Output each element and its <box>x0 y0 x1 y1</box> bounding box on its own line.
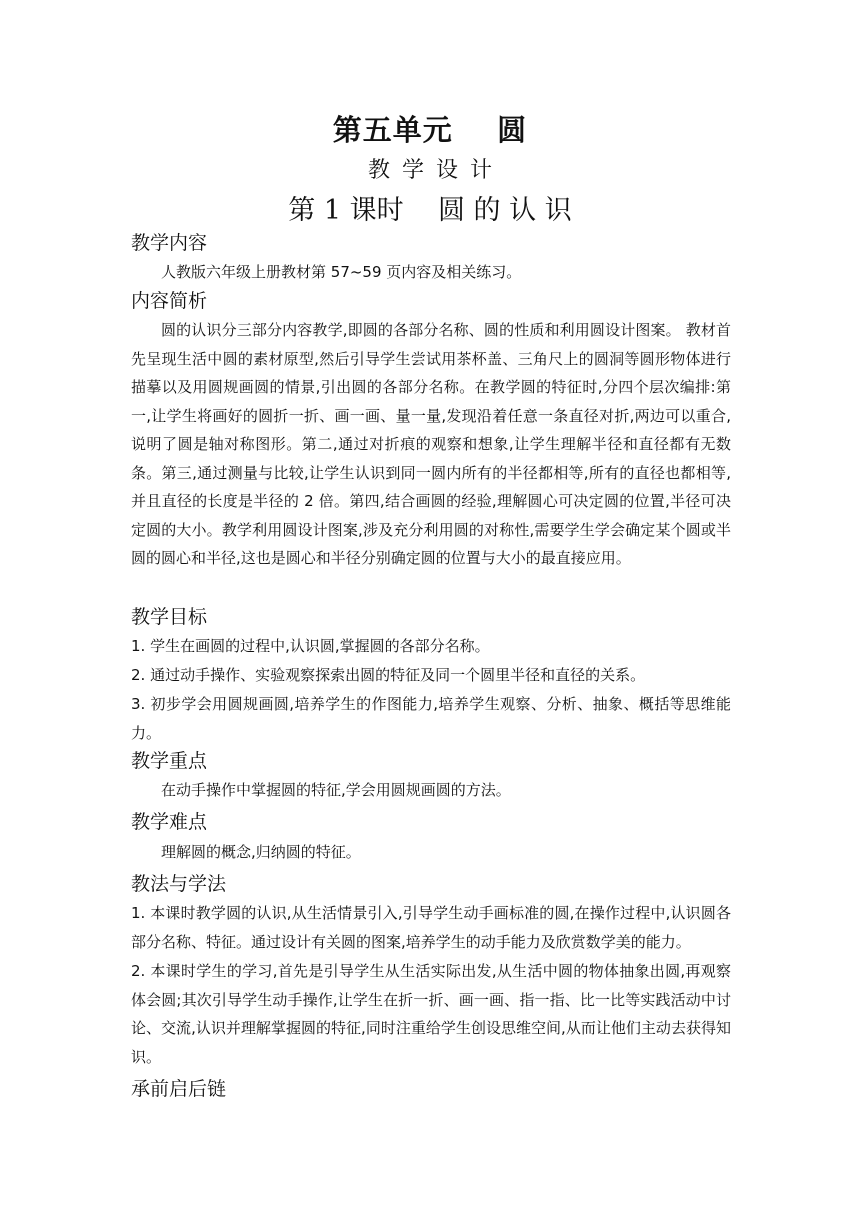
design-label: 教学设计 <box>367 158 504 183</box>
content-analysis-text: 圆的认识分三部分内容教学,即圆的各部分名称、圆的性质和利用圆设计图案。 教材首先呈现生活中圆的素材原型,然后引导学生尝试用茶杯盖、三角尺上的圆洞等圆形物体进行描摹以及用圆规画圆的情景,引出圆的各部分名称。在教学圆的特征时,分四个层次编排:第一,让学生将画好的圆折一折、画一画、量一量,发现沿着任意一条直径对折,两边可以重合,说明了圆是轴对称图形。第二,通过对折痕的观察和想象,让学生理解半径和直径都有无数条。第三,通过测量与比较,让学生认识到同一圆内所有的半径都相等,所有的直径也都相等,并且直径的长度是半径的 2 倍。第四,结合画圆的经验,理解圆心可决定圆的位置,半径可决定圆的大小。教学利用圆设计图案,涉及充分利用圆的对称性,需要学生学会确定某个圆或半圆的圆心和半径,这也是圆心和半径分别确定圆的位置与大小的最直接应用。 <box>131 321 731 567</box>
method-item: 1. 本课时教学圆的认识,从生活情景引入,引导学生动手画标准的圆,在操作过程中,认识圆各部分名称、特征。通过设计有关圆的图案,培养学生的动手能力及欣赏数学美的能力。 <box>131 904 731 951</box>
heading-content-analysis: 内容简析 <box>131 290 208 312</box>
heading-connection-chain: 承前启后链 <box>131 1078 227 1100</box>
lesson-title: 第 1 课时 圆 的 认 识 <box>288 195 572 226</box>
goal-item: 3. 初步学会用圆规画圆,培养学生的作图能力,培养学生观察、分析、抽象、概括等思维能力。 <box>131 695 731 742</box>
goal-item: 2. 通过动手操作、实验观察探索出圆的特征及同一个圆里半径和直径的关系。 <box>131 666 646 684</box>
unit-title: 第五单元 圆 <box>332 113 528 147</box>
heading-teaching-content: 教学内容 <box>131 232 208 254</box>
teaching-content-text: 人教版六年级上册教材第 57~59 页内容及相关练习。 <box>161 263 522 281</box>
key-points-text: 在动手操作中掌握圆的特征,学会用圆规画圆的方法。 <box>161 781 511 799</box>
heading-teaching-goals: 教学目标 <box>131 606 208 628</box>
heading-key-points: 教学重点 <box>131 750 208 772</box>
goal-item: 1. 学生在画圆的过程中,认识圆,掌握圆的各部分名称。 <box>131 637 490 655</box>
heading-methods: 教法与学法 <box>131 873 227 895</box>
heading-difficulties: 教学难点 <box>131 811 208 833</box>
method-item: 2. 本课时学生的学习,首先是引导学生从生活实际出发,从生活中圆的物体抽象出圆,再观察体会圆;其次引导学生动手操作,让学生在折一折、画一画、指一指、比一比等实践活动中讨论、交流,认识并理解掌握圆的特征,同时注重给学生创设思维空间,从而让他们主动去获得知识。 <box>131 962 731 1066</box>
difficulties-text: 理解圆的概念,归纳圆的特征。 <box>161 843 361 861</box>
